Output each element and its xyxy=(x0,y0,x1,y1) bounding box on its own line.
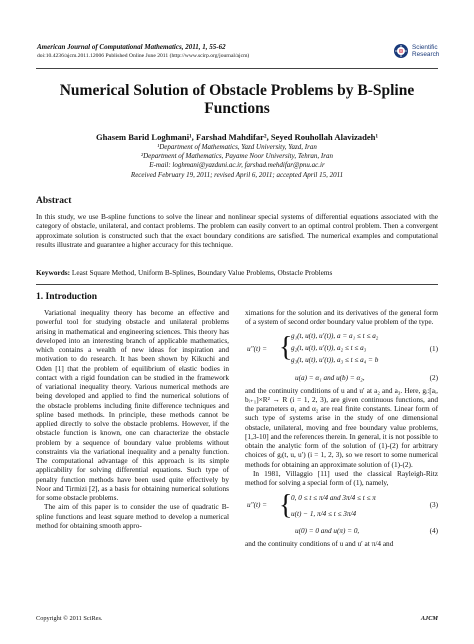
eq1-case-1: g₁(t, u(t), u′(t)), a = a₁ ≤ t ≤ a₂ xyxy=(291,331,379,340)
right-paragraph-2: and the continuity conditions of u and u′ at a₂ and a₃. Here, gᵢ:[aᵢ, bᵢ₊₁]×R² → R (i = 1, 2, 3), are given continuous functions, and the parameters α₁ and α₂ are real finite constants. Linear form of such type of systems arise in the study of one dimensional obstacle, unilateral, moving and free boundary value problems, [1,3-10] and the references therein. In general, it is not possible to obtain the analytic form of the solution of (1)-(2) for arbitrary choices of gᵢ(t, u, u′) (i = 1, 2, 3), so we resort to some numerical methods for obtaining an approximate solution of (1)-(2). xyxy=(245,385,438,469)
paper-title xyxy=(36,82,438,118)
intro-paragraph-2: The aim of this paper is to consider the use of quadratic B-spline functions and least square method to develop a numerical method for obtaining smooth appro- xyxy=(36,502,229,530)
eq1-brace: { xyxy=(279,331,293,363)
eq3-number: (3) xyxy=(429,501,438,510)
affiliation-1: ¹Department of Mathematics, Yazd University, Yazd, Iran xyxy=(157,143,317,151)
keywords xyxy=(36,268,438,277)
doi-line[interactable]: doi:10.4236/ajcm.2011.12006 Published Online June 2011 (http://www.scirp.org/journal/ajcm) xyxy=(37,53,250,59)
eq3-case-2: u(t) − 1, π/4 ≤ t ≤ 3π/4 xyxy=(291,510,357,519)
journal-header xyxy=(37,43,397,60)
right-paragraph-3: In 1981, Villaggio [11] used the classical Rayleigh-Ritz method for solving a special form of (1), namely, xyxy=(245,468,438,487)
scientific-research-logo-icon xyxy=(393,43,409,59)
eq3-case-1: 0, 0 ≤ t ≤ π/4 and 3π/4 ≤ t ≤ π xyxy=(291,494,376,503)
received-dates: Received February 19, 2011; revised April 6, 2011; accepted April 15, 2011 xyxy=(130,170,344,179)
eq4-number: (4) xyxy=(429,527,438,536)
publisher-name-1: Scientific xyxy=(412,44,438,51)
keywords-text: Least Square Method, Uniform B-Splines, Boundary Value Problems, Obstacle Problems xyxy=(71,268,333,277)
eq4-body: u(0) = 0 and u(π) = 0, xyxy=(295,527,360,536)
affiliations xyxy=(36,143,438,180)
eq2-number: (2) xyxy=(429,373,438,382)
keywords-label: Keywords: xyxy=(36,268,71,277)
publisher-logo xyxy=(393,42,453,64)
title-line-1: Numerical Solution of Obstacle Problems by B-Spline xyxy=(59,82,415,99)
eq3-brace: { xyxy=(279,490,293,522)
title-line-2: Functions xyxy=(204,100,270,117)
equation-4 xyxy=(245,526,438,539)
eq2-body: u(a) = α₁ and u(b) = α₂, xyxy=(295,373,365,382)
publisher-name-2: Research xyxy=(412,51,440,59)
keywords-rule xyxy=(36,284,438,285)
equation-2 xyxy=(245,372,438,386)
equation-3 xyxy=(245,490,438,524)
affiliation-2: ²Department of Mathematics, Payame Noor University, Tehran, Iran xyxy=(141,152,333,161)
email-line[interactable]: E-mail: loghmani@yazduni.ac.ir, farshad.mehdifar@pnu.ac.ir xyxy=(149,161,325,170)
right-paragraph-4: and the continuity conditions of u and u′ at π/4 and xyxy=(245,539,394,549)
abstract-heading: Abstract xyxy=(36,196,72,206)
eq1-lhs: u″(t) = xyxy=(247,344,268,353)
intro-paragraph-1: Variational inequality theory has become an effective and powerful tool for studying obstacle and unilateral problems arising in mathematical and engineering sciences. This theory has developed into an interesting branch of applicable mathematics, which contains a wealth of new ideas for inspiration and motivation to do research. It has been shown by Kikuchi and Oden [1] that the problem of equilibrium of elastic bodies in contact with a rigid foundation can be studied in the framework of variational inequality theory. Various numerical methods are being developed and applied to find the numerical solutions of the obstacle problems including finite difference techniques and spline based methods. In principle, these methods cannot be applied directly to solve the obstacle problems. However, if the obstacle function is known, one can characterize the obstacle problem by a sequence of boundary value problems without constraints via the variational inequality and a penalty function. The computational advantage of this approach is its simple applicability for solving differential equations. Such type of penalty function methods have been used quite effectively by Noor and Tirmizi [2], as a basis for obtaining numerical solutions for some obstacle problems. xyxy=(36,308,229,502)
eq1-case-2: g₂(t, u(t), u′(t)), a₂ ≤ t ≤ a₃ xyxy=(291,343,367,352)
copyright: Copyright © 2011 SciRes. xyxy=(36,615,103,622)
page-footer xyxy=(36,615,438,622)
journal-abbreviation: AJCM xyxy=(420,615,438,622)
abstract-text: In this study, we use B-spline functions to solve the linear and nonlinear special systems of differential equations associated with the category of obstacle, unilateral, and contact problems. The problem can easily convert to an optimal control problem. Then a convergent approximate solution is constructed such that the exact boundary conditions are satisfied. The numerical examples and computational results illustrate and guarantee a higher accuracy for this technique. xyxy=(36,212,438,250)
equation-1 xyxy=(245,330,438,370)
author-list: Ghasem Barid Loghmani¹, Farshad Mahdifar², Seyed Rouhollah Alavizadeh¹ xyxy=(95,132,379,142)
right-paragraph-1: ximations for the solution and its derivatives of the general form of a system of second order boundary value problem of the type. xyxy=(245,308,438,327)
section-heading: 1. Introduction xyxy=(36,292,98,302)
journal-citation: American Journal of Computational Mathematics, 2011, 1, 55-62 xyxy=(37,43,226,51)
eq1-number: (1) xyxy=(429,344,438,353)
header-rule xyxy=(36,68,438,69)
eq1-case-3: g₃(t, u(t), u′(t)), a₃ ≤ t ≤ a₄ = b xyxy=(291,355,379,364)
right-column xyxy=(245,308,438,549)
eq3-lhs: u″(t) = xyxy=(247,501,268,510)
left-column xyxy=(36,308,229,530)
